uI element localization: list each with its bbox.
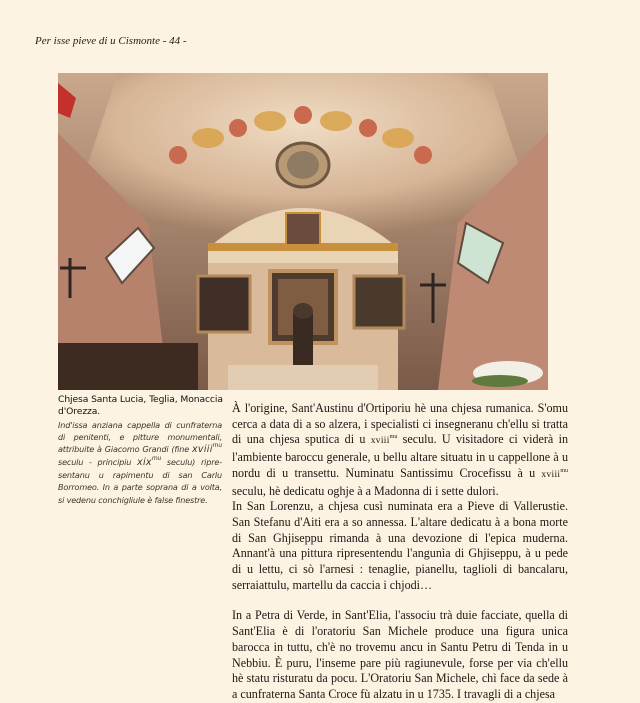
photo-caption-text: Ind'issa anziana cappella di cunfraterna di penitenti, e pitture monumentali, attribuite à Giacomo Grandi (fine xviii$^{mu}$ seculu - principiu xix$^{mu}$ seculu) ripre-sentanu u rapimentu di san Carlu Borromeo. In a parte soprana di a volta, si vedenu conchigliule è false finestre. [58,420,222,505]
church-interior-photo [58,73,548,390]
church-interior-illustration [58,73,548,390]
photo-caption-title: Chjesa Santa Lucia, Teglia, Monaccia d'Orezza. [58,394,223,417]
paragraph-sant-austinu: À l'origine, Sant'Austinu d'Ortiporiu hè una chjesa rumanica. S'omu cerca a data di a so alzera, i specialisti ci insegneranu ch'ellu si tratta di una chjesa sputica di u xviii$^{mu}$ seculu. U visitadore ci viderà in l'ambiente baroccu generale, u bellu altare situatu in u cappellone à u nordu di u transettu. Numinatu Santissimu Crocefissu à u xviii$^{mu}$ seculu, hè dedicatu oghje à a Madonna di i sette dulori. [232,401,568,498]
article-body [232,401,568,703]
paragraph-san-lorenzu: In San Lorenzu, a chjesa cusì numinata era a Pieve di Vallerustie. San Stefanu d'Aiti era a so annessa. L'altare dedicatu à a bona morte di San Ghjiseppu rimanda à una devozione di l'epica muderna. Annant'à una pittura ripresentendu l'angunìa di Ghjiseppu, à u pede di u lettu, ci sò l'arnesi : tenaglie, pianellu, taglioli di bancalaru, serraiattulu, martellu da caccia i chjodi… [232,499,568,592]
running-header: Per isse pieve di u Cismonte - 44 - [35,35,187,47]
paragraph-petra-di-verde: In a Petra di Verde, in Sant'Elia, l'associu trà duie facciate, quella di Sant'Elia è di l'oratoriu San Michele produce una figura unica barocca in tuttu, ch'è no trovemu ancu in Santu Petru di Tenda in u Nebbiu. È puru, l'inseme pare più ragiunevule, forse per via ch'ellu hè statu risturatu da pocu. L'Oratoriu San Michele, chì face da sede à a cunfraterna Santa Croce fù alzatu in u 1735. I travagli di a chjesa [232,608,568,701]
